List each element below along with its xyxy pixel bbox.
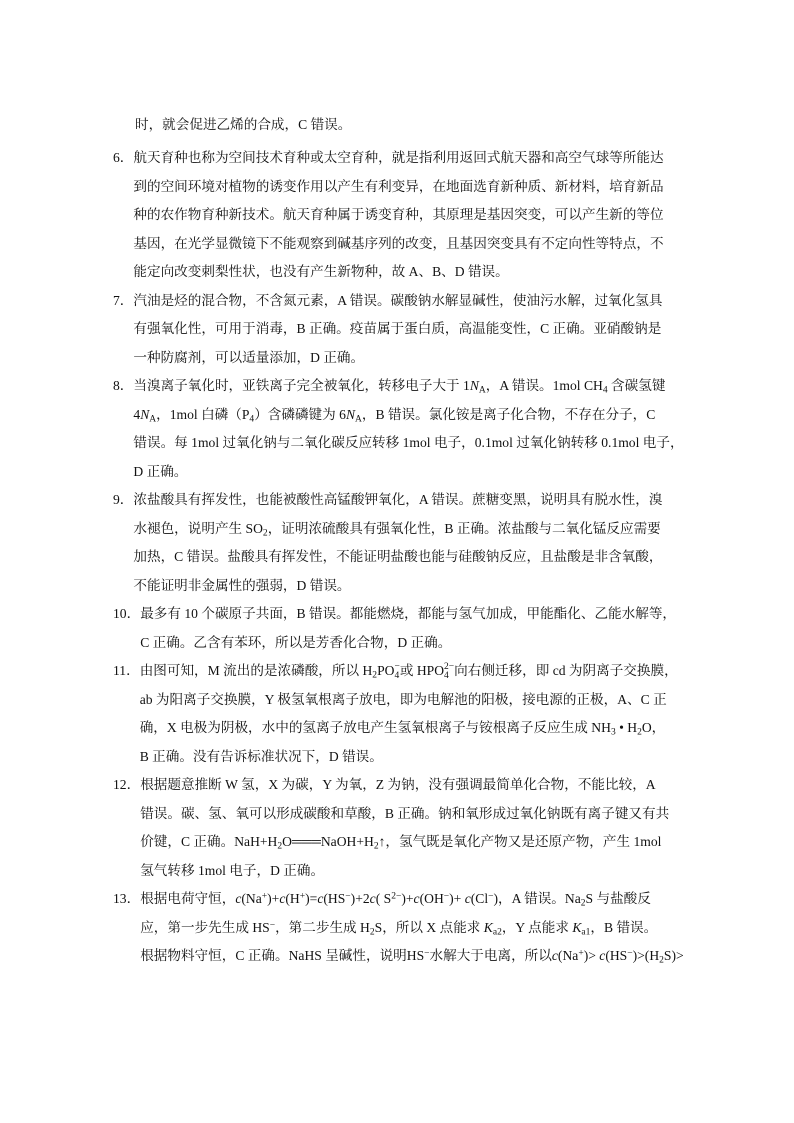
text-run: S 与盐酸反 [585,891,651,906]
text-line: 汽油是烃的混合物，不含氮元素，A 错误。碳酸钠水解显碱性，使油污水解，过氧化氢具 [133,292,663,308]
answer-item [113,144,681,287]
text-run: S，所以 X 点能求 [374,919,484,935]
subscript: a1 [581,926,591,937]
item-text [140,600,681,657]
text-line: 最多有 10 个碳原子共面，B 错误。都能燃烧，都能与氢气加成，甲能酯化、乙能水解等， [140,606,677,621]
text-run: 含碳氢键 [607,378,666,393]
text-line: 错误。每 1mol 过氧化钠与二氧化碳反应转移 1mol 电子，0.1mol 过氧化钠转移 0.1mol 电子， [133,435,684,450]
text-run: 水解大于电离，所以 [429,948,552,963]
text-line [140,885,681,914]
italic-variable: N [140,406,150,422]
text-run: )+ [449,891,465,906]
text-run: 根据物料守恒，C 正确。NaHS 呈碱性，说明HS [140,948,425,963]
text-line: 有强氧化性，可用于消毒，B 正确。疫苗属于蛋白质，高温能变性，C 正确。亚硝酸钠是 [133,321,662,336]
text-run: (H [285,891,300,906]
subscript: A [355,413,362,424]
item-text [133,486,681,600]
text-line: 错误。碳、氢、氧可以形成碳酸和草酸，B 正确。钠和氧形成过氧化钠既有离子键又有共 [140,805,670,821]
text-run: • H [615,720,638,735]
text-run: ( S [375,891,392,906]
text-run: )，A 错误。Na [493,891,581,906]
answer-item [113,600,681,657]
italic-variable: c [369,891,376,906]
subscript: 2 [372,670,378,681]
item-text [140,657,681,771]
superscript: − [443,891,450,902]
item-text [133,372,684,486]
text-run: 向右侧迁移，即 cd 为阴离子交换膜， [454,663,678,678]
answer-item [113,486,681,600]
text-line [140,714,681,743]
text-run: )= [305,891,318,906]
subscript: 2 [659,955,664,966]
text-line: 到的空间环境对植物的诱变作用以产生有利变异，在地面选育新种质、新材料，培育新品 [133,178,664,194]
superscript: − [269,919,276,930]
text-line: 根据题意推断 W 氢，X 为碳，Y 为氧，Z 为钠，没有强调最简单化合物，不能比较，A [140,777,656,792]
italic-variable: K [572,919,582,935]
subscript: 2 [262,527,268,538]
superscript: − [488,891,494,902]
superscript: − [627,948,633,959]
item-text [140,885,684,971]
text-line: D 正确。 [133,463,188,479]
text-line [133,515,681,544]
text-line: B 正确。没有告诉标准状况下，D 错误。 [139,748,383,764]
text-run: ，B 错误。 [590,919,658,935]
subscript: 4 [249,413,255,424]
superscript: + [261,891,268,902]
item-number: 8． [113,378,134,393]
text-run: 应，第一步先生成 HS [140,919,270,935]
superscript: + [578,948,584,959]
superscript: − [345,891,351,902]
text-line: 种的农作物育种新技术。航天育种属于诱变育种，其原理是基因突变，可以产生新的等位 [133,207,664,222]
text-run: 水褪色，说明产生 SO [133,520,263,536]
item-number: 12． [113,777,141,792]
text-run: 确，X 电极为阴极，水中的氢离子放电产生氢氧根离子与铵根离子反应生成 NH [139,720,611,735]
subscript: 2 [373,841,379,852]
item-number: 7． [113,292,134,308]
item-text [135,111,681,140]
text-line: 浓盐酸具有挥发性，也能被酸性高锰酸钾氧化，A 错误。蔗糖变黑，说明具有脱水性，溴 [133,492,663,507]
subscript: 2 [277,841,283,852]
text-run: (HS [323,891,346,906]
text-line: 基因，在光学显微镜下不能观察到碱基序列的改变，且基因突变具有不定向性等特点，不 [133,235,664,251]
text-run: ，A 错误。1mol CH [485,378,603,393]
text-line: 能定向改变刺梨性状，也没有产生新物种，故 A、B、D 错误。 [133,264,509,279]
superscript: 2− [391,891,402,902]
text-run: ，1mol 白磷（P [156,406,250,422]
italic-variable: K [483,919,493,935]
text-run: 根据电荷守恒， [140,891,236,906]
text-run: )+ [401,891,414,906]
text-line: 加热，C 错误。盐酸具有挥发性，不能证明盐酸也能与硅酸钠反应，且盐酸是非含氧酸， [133,549,663,564]
subscript: 4 [444,670,449,681]
item-number: 13． [113,891,141,906]
text-line: 时，就会促进乙烯的合成，C 错误。 [135,117,352,132]
superscript: 2− [444,661,455,672]
text-line [140,657,681,686]
text-run: PO [377,663,395,678]
superscript: + [299,891,306,902]
text-run: (OH [419,891,444,906]
text-line [133,372,681,401]
italic-variable: N [469,378,479,393]
text-line: C 正确。乙含有苯环，所以是芳香化合物，D 正确。 [140,634,452,650]
text-line [140,828,681,857]
item-number: 6． [113,150,134,165]
text-run: 由图可知，M 流出的是浓磷酸，所以 H [139,663,373,678]
text-run: ，B 错误。氯化铵是离子化合物，不存在分子，C [361,406,656,422]
text-line [133,401,681,430]
text-run: ，Y 点能求 [501,919,573,935]
text-run: 当溴离子氧化时，亚铁离子完全被氧化，转移电子大于 1 [133,378,470,393]
italic-variable: c [599,948,606,963]
text-run: )+ [267,891,280,906]
text-run: ↑，氢气既是氧化产物又是还原产物，产生 1mol [378,834,662,849]
subscript: A [149,413,157,424]
superscript: − [394,661,400,672]
text-line: 不能证明非金属性的强弱，D 错误。 [133,577,351,593]
answer-item [113,771,681,885]
text-run: O， [641,720,666,735]
item-text [133,144,681,287]
item-text [133,287,681,373]
subscript: 4 [602,385,608,396]
text-line [140,914,681,943]
text-run: )>(H [632,948,660,963]
text-run: (HS [605,948,628,963]
italic-variable: c [551,948,558,963]
text-run: )+2 [350,891,370,906]
answer-item [113,885,684,971]
subscript: 4 [394,670,400,681]
subscript: 2 [369,926,375,937]
subscript: A [478,385,486,396]
text-run: (Cl [470,891,489,906]
answer-explanations [113,111,684,971]
italic-variable: c [317,891,324,906]
text-line: 一种防腐剂，可以适量添加，D 正确。 [133,349,365,365]
item-number: 10． [113,606,141,621]
text-line [140,942,684,971]
item-number: 9． [113,492,134,507]
text-run: ，证明浓硫酸具有强氧化性，B 正确。浓盐酸与二氧化锰反应需要 [267,520,661,536]
text-line: 氢气转移 1mol 电子，D 正确。 [140,862,325,878]
text-run: )> [583,948,600,963]
sub-superscript [444,663,454,681]
italic-variable: c [464,891,471,906]
text-run: S)> [663,948,684,963]
subscript: a2 [492,926,502,937]
italic-variable: N [345,406,356,422]
subscript: 2 [580,898,586,909]
text-run: 价键，C 正确。NaH+H [140,834,278,849]
italic-variable: c [279,891,286,906]
text-run: ）含磷磷键为 6 [254,406,346,422]
subscript: 3 [610,727,616,738]
item-number: 11． [113,663,140,678]
text-run: O═══NaOH+H [282,834,374,849]
italic-variable: c [413,891,420,906]
text-run: (Na [241,891,262,906]
item-text [140,771,681,885]
text-run: 或 HPO [399,663,445,678]
answer-item [113,657,681,771]
subscript: 2 [637,727,642,738]
answer-item [113,372,684,486]
answer-continuation [113,111,681,140]
text-line: 航天育种也称为空间技术育种或太空育种，就是指利用返回式航天器和高空气球等所能达 [133,150,664,165]
text-line: ab 为阳离子交换膜，Y 极氢氧根离子放电，即为电解池的阳极，接电源的正极，A、C 正 [139,691,667,707]
italic-variable: c [235,891,242,906]
answer-item [113,287,681,373]
text-run: (Na [557,948,579,963]
text-run: 4 [133,406,141,422]
text-run: ，第二步生成 H [275,919,370,935]
superscript: − [424,948,430,959]
